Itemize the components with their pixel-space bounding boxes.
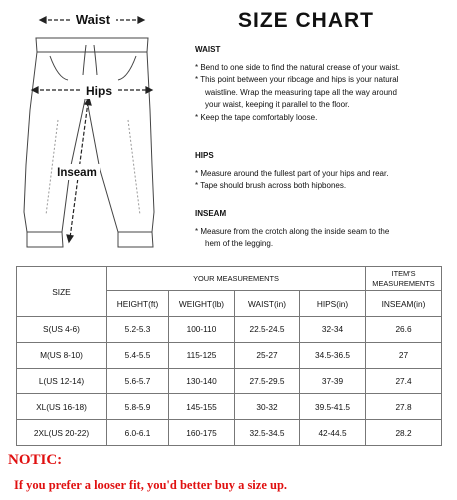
- weight-cell: 160-175: [169, 420, 235, 446]
- pants-illustration: [0, 0, 190, 262]
- waist-line: * Bend to one side to find the natural crease of your waist.: [195, 62, 401, 72]
- table-row: [17, 420, 442, 446]
- hips-cell: 34.5-36.5: [300, 342, 366, 368]
- hips-instructions: [195, 150, 455, 193]
- inseam-cell: 26.6: [366, 317, 442, 343]
- height-cell: 5.8-5.9: [107, 394, 169, 420]
- hips-heading: HIPS: [195, 151, 214, 160]
- weight-cell: 100-110: [169, 317, 235, 343]
- waist-cell: 32.5-34.5: [235, 420, 300, 446]
- inseam-line: hem of the legging.: [205, 239, 274, 248]
- hips-cell: 32-34: [300, 317, 366, 343]
- waist-label: Waist: [75, 12, 111, 27]
- items-measurements-header: ITEM'S MEASUREMENTS: [366, 267, 442, 291]
- weight-cell: 115-125: [169, 342, 235, 368]
- column-header: WAIST(in): [235, 291, 300, 317]
- table-row: [17, 368, 442, 394]
- weight-cell: 130-140: [169, 368, 235, 394]
- column-header: INSEAM(in): [366, 291, 442, 317]
- inseam-cell: 27.8: [366, 394, 442, 420]
- waist-instructions: [195, 44, 455, 124]
- size-table: [16, 266, 442, 446]
- inseam-heading: INSEAM: [195, 209, 227, 218]
- weight-cell: 145-155: [169, 394, 235, 420]
- waist-line: * Keep the tape comfortably loose.: [195, 112, 318, 122]
- size-cell: S(US 4-6): [17, 317, 107, 343]
- page-title: SIZE CHART: [238, 9, 374, 32]
- size-cell: M(US 8-10): [17, 342, 107, 368]
- table-row: [17, 394, 442, 420]
- size-cell: L(US 12-14): [17, 368, 107, 394]
- waist-cell: 25-27: [235, 342, 300, 368]
- column-header: HIPS(in): [300, 291, 366, 317]
- height-cell: 5.4-5.5: [107, 342, 169, 368]
- inseam-label: Inseam: [57, 167, 97, 179]
- size-header: SIZE: [17, 267, 107, 317]
- hips-line: * Measure around the fullest part of your hips and rear.: [195, 168, 389, 178]
- waist-heading: WAIST: [195, 45, 221, 54]
- height-cell: 6.0-6.1: [107, 420, 169, 446]
- hips-cell: 42-44.5: [300, 420, 366, 446]
- table-row: [17, 317, 442, 343]
- inseam-cell: 27: [366, 342, 442, 368]
- notice-text: If you prefer a looser fit, you'd better buy a size up.: [14, 478, 288, 492]
- column-header: WEIGHT(lb): [169, 291, 235, 317]
- inseam-instructions: [195, 208, 455, 251]
- pants-outline-icon: [24, 38, 154, 247]
- notice-label: NOTIC:: [8, 452, 63, 468]
- column-header: HEIGHT(ft): [107, 291, 169, 317]
- hips-label: Hips: [85, 84, 113, 98]
- hips-line: * Tape should brush across both hipbones.: [195, 181, 347, 190]
- size-cell: XL(US 16-18): [17, 394, 107, 420]
- inseam-cell: 27.4: [366, 368, 442, 394]
- waist-line: * This point between your ribcage and hips is your natural: [195, 75, 399, 84]
- height-cell: 5.6-5.7: [107, 368, 169, 394]
- waist-cell: 30-32: [235, 394, 300, 420]
- waist-cell: 27.5-29.5: [235, 368, 300, 394]
- table-row: [17, 342, 442, 368]
- hips-cell: 39.5-41.5: [300, 394, 366, 420]
- your-measurements-header: YOUR MEASUREMENTS: [107, 267, 366, 291]
- waist-line: your waist, keeping it parallel to the floor.: [205, 100, 350, 109]
- height-cell: 5.2-5.3: [107, 317, 169, 343]
- waist-cell: 22.5-24.5: [235, 317, 300, 343]
- inseam-cell: 28.2: [366, 420, 442, 446]
- inseam-line: * Measure from the crotch along the inside seam to the: [195, 226, 390, 236]
- size-cell: 2XL(US 20-22): [17, 420, 107, 446]
- hips-cell: 37-39: [300, 368, 366, 394]
- waist-line: waistline. Wrap the measuring tape all the way around: [205, 87, 397, 97]
